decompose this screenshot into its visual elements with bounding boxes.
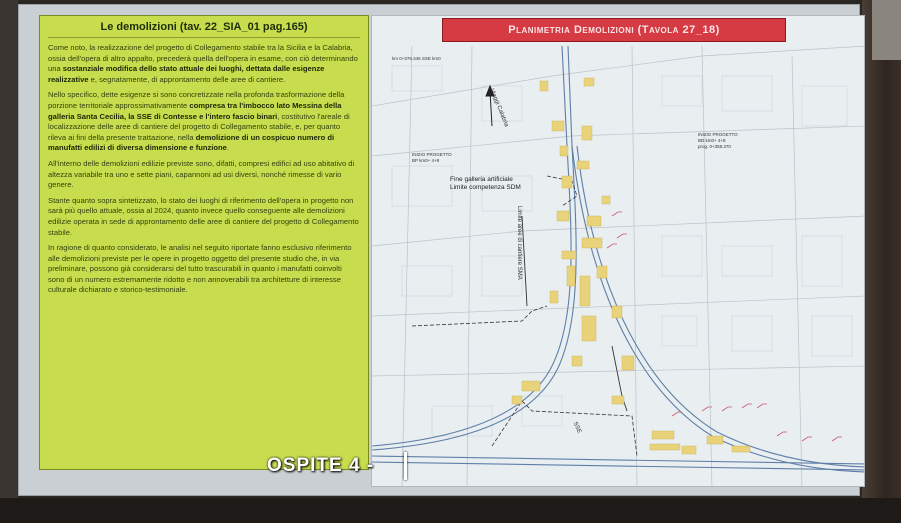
label-top-km: km 0+376.345 SSE km0 bbox=[392, 56, 441, 61]
label-viaggi-calabria: Viaggi Calabria bbox=[488, 88, 510, 128]
speaker-caption: OSPITE 4 - bbox=[267, 455, 375, 476]
paragraph-1: Come noto, la realizzazione del progetto di Collegamento stabile tra la Sicilia e la Calabria, ossia dell'opera di altro appalto, precederà quella dell'opera in esame, con ciò determinando una sostanziale modifica dello stato attuale dei luoghi, dettata dalle esigenze realizzative e, segnatamente, di approntamento delle aree di cantiere. bbox=[48, 43, 358, 84]
label-inizio-progetto-right: INIZIO PROGETTO bbox=[698, 132, 738, 137]
room-floor bbox=[0, 498, 901, 523]
paragraph-2: Nello specifico, dette esigenze si sono concretizzate nella profonda trasformazione della porzione territoriale approssimativamente compresa tra l'imbocco lato Messina della galleria Santa Cecilia, la SSE di Contesse e l'intero fascio binari, costitutivo l'areale di localizzazione delle aree di cantiere del progetto di Collegamento stabile, e, per quanto rileva ai fini della presente trattazione, nella demolizione di un cospicuo numero di manufatti edilizi di diversa dimensione e funzione. bbox=[48, 90, 350, 153]
label-inizio-progetto-right-prog: prog. 0+358.370 bbox=[698, 144, 731, 149]
label-inizio-progetto-right-km: BD km0+ 4+8 bbox=[698, 138, 726, 143]
map-title: Planimetria Demolizioni (Tavola 27_18) bbox=[442, 18, 786, 42]
label-fine-galleria: Fine galleria artificiale bbox=[450, 176, 513, 183]
label-inizio-progetto-left-km: BP km0+ 4+8 bbox=[412, 158, 440, 163]
label-limite-cantiere: Limite aree di cantiere SMA bbox=[516, 206, 522, 280]
text-cursor bbox=[404, 452, 407, 480]
text-panel bbox=[39, 15, 369, 470]
room-light bbox=[872, 0, 901, 60]
room-wall-left bbox=[0, 0, 18, 523]
map-drawing bbox=[372, 16, 865, 487]
paragraph-5: In ragione di quanto considerato, le analisi nel seguito riportate fanno esclusivo riferimento alle demolizioni previste per le opere in progetto oggetto del presente studio che, in via preliminare, possono già considerarsi del tutto trascurabili in quanto i manufatti coinvolti sono di un numero estremamente ridotto e non annoverabili tra architetture di interesse culturale dichiarato e storico-testimoniale. bbox=[48, 243, 352, 295]
label-limite-competenza: Limite competenza SDM bbox=[450, 184, 521, 191]
panel-title: Le demolizioni (tav. 22_SIA_01 pag.165) bbox=[48, 21, 360, 38]
paragraph-3: All'interno delle demolizioni edilizie previste sono, difatti, compresi edifici ad uso abitativo di altezza variabile tra uno e sette piani, capannoni ad usi diversi, nonché rimesse di vario genere. bbox=[48, 158, 355, 190]
projection-screen bbox=[18, 4, 860, 496]
demolition-plan-map bbox=[371, 15, 865, 487]
room-wall-right bbox=[862, 0, 901, 523]
label-inizio-progetto-left: INIZIO PROGETTO bbox=[412, 152, 452, 157]
label-sse: SSE bbox=[571, 421, 583, 435]
paragraph-4: Stante quanto sopra sintetizzato, lo stato dei luoghi di riferimento dell'opera in progetto non sarà più quello attuale, ossia al 2024, quanto invece quello conseguente alle demolizioni edilizie operata in sede di approntamento delle aree di cantiere del progetto di Collegamento stabile. bbox=[48, 195, 359, 237]
